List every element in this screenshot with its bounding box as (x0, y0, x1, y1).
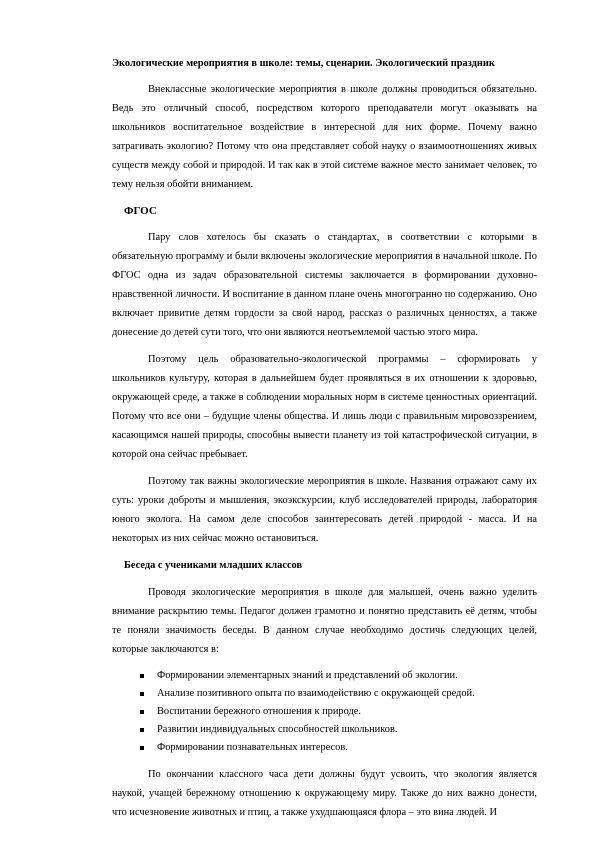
bullet-icon (140, 674, 144, 678)
list-item-text: Анализе позитивного опыта по взаимодействию с окружающей средой. (157, 688, 475, 699)
heading-fgos: ФГОС (124, 205, 157, 217)
bullet-icon (140, 710, 144, 714)
paragraph-fgos-3: Поэтому так важны экологические мероприятия в школе. Названия отражают саму их суть: уроки доброты и мышления, экоэкскурсии, клуб исследователей природы, лаборатория юного эколога. На самом деле способов заинтересовать детей природой - масса. И на некоторых из них сейчас можно остановиться. (112, 476, 537, 544)
paragraph-beseda: Проводя экологические мероприятия в школе для малышей, очень важно уделить внимание раскрытию темы. Педагог должен грамотно и понятно представить её детям, чтобы те поняли значимость беседы. В данном случае необходимо достичь следующих целей, которые заключаются в: (112, 587, 537, 655)
paragraph-final: По окончании классного часа дети должны будут усвоить, что экология является наукой, учащей бережному отношению к окружающему миру. Также до них важно донести, что исчезновение животных и птиц, а также ухудшающаяся флора – это вина людей. И (112, 769, 537, 818)
goals-list (112, 667, 537, 757)
paragraph-intro: Внеклассные экологические мероприятия в школе должны проводиться обязательно. Ведь это отличный способ, посредством которого преподаватели могут оказывать на школьников воспитательное воздействие в интересной для них форме. Почему важно затрагивать экологию? Потому что она представляет собой науку о взаимоотношениях живых существ между собой и природой. И так как в этой системе важное место занимает человек, то тему нельзя обойти вниманием. (112, 84, 537, 190)
bullet-icon (140, 746, 144, 750)
heading-beseda: Беседа с учениками младших классов (124, 560, 303, 571)
list-item (112, 703, 537, 721)
list-item-text: Воспитании бережного отношения к природе. (157, 706, 361, 717)
list-item (112, 667, 537, 685)
document-title: Экологические мероприятия в школе: темы, сценарии. Экологический праздник (112, 58, 495, 69)
list-item-text: Формировании познавательных интересов. (157, 742, 348, 753)
list-item (112, 721, 537, 739)
list-item (112, 685, 537, 703)
list-item (112, 739, 537, 757)
bullet-icon (140, 692, 144, 696)
paragraph-fgos-2: Поэтому цель образовательно-экологической программы – сформировать у школьников культуру, которая в дальнейшем будет проявляться в их отношении к здоровью, окружающей среде, а также в соблюдении моральных норм в системе ценностных ориентаций. Потому что все они – будущие члены общества. И лишь люди с правильным мировоззрением, касающимся нашей природы, способны вывести планету из той катастрофической ситуации, в которой она сейчас пребывает. (112, 354, 537, 460)
list-item-text: Формировании элементарных знаний и представлений об экологии. (157, 670, 458, 681)
paragraph-fgos-1: Пару слов хотелось бы сказать о стандартах, в соответствии с которыми в обязательную программу и были включены экологические мероприятия в начальной школе. По ФГОС одна из задач образовательной системы заключается в формировании духовно-нравственной личности. И воспитание в данном плане очень многогранно по содержанию. Оно включает привитие детям гордости за свой народ, рассказ о различных ценностях, а также донесение до детей сути того, что они являются неотъемлемой частью этого мира. (112, 232, 537, 338)
bullet-icon (140, 728, 144, 732)
list-item-text: Развитии индивидуальных способностей школьников. (157, 724, 398, 735)
